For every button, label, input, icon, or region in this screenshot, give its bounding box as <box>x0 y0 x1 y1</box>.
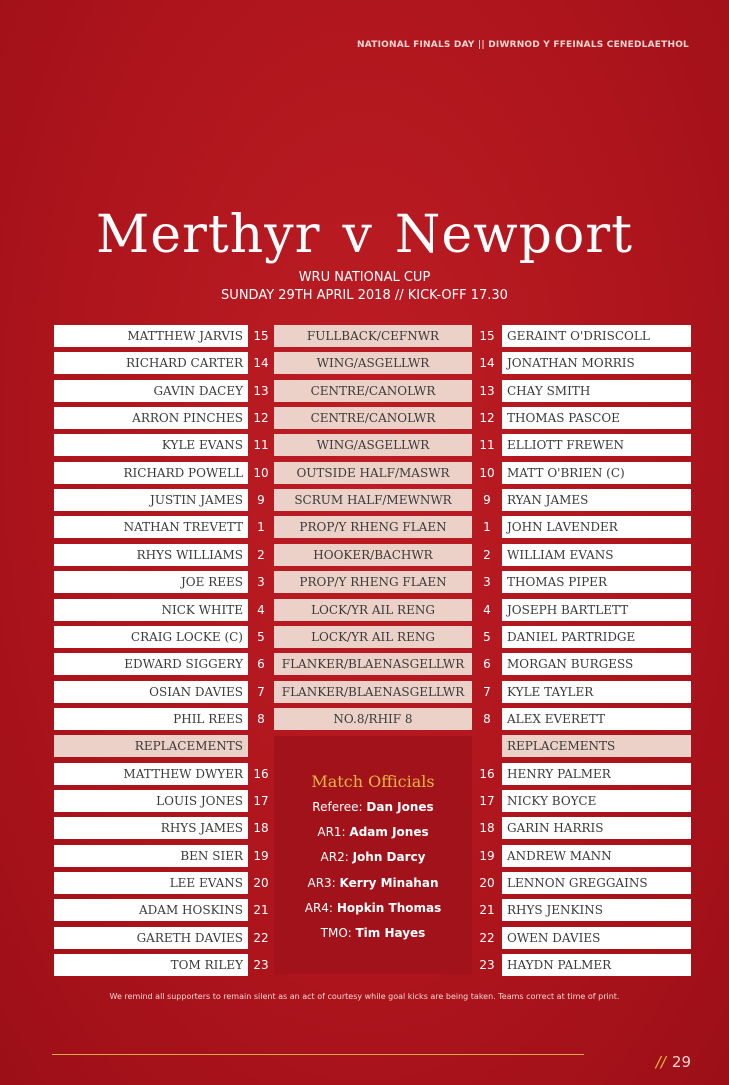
home-shirt-number: 18 <box>253 821 269 835</box>
lineup-row <box>54 544 691 566</box>
home-player-name: GAVIN DACEY <box>54 380 248 402</box>
home-player-name: LOUIS JONES <box>54 790 248 812</box>
official-role: AR2: <box>320 850 349 865</box>
home-shirt-number: 11 <box>253 438 269 452</box>
home-player-name: KYLE EVANS <box>54 434 248 456</box>
position-label: FLANKER/BLAENASGELLWR <box>274 653 472 675</box>
home-shirt-number: 14 <box>253 356 269 370</box>
away-player-name: ANDREW MANN <box>502 845 691 867</box>
away-shirt-number: 23 <box>479 958 495 972</box>
away-shirt-number: 22 <box>479 931 495 945</box>
away-shirt-number: 6 <box>483 657 491 671</box>
replacement-row <box>54 954 691 976</box>
home-shirt-number: 23 <box>253 958 269 972</box>
officials-title: Match Officials <box>311 772 435 791</box>
position-label: CENTRE/CANOLWR <box>274 407 472 429</box>
away-player-name: GARIN HARRIS <box>502 817 691 839</box>
home-player-name: TOM RILEY <box>54 954 248 976</box>
away-shirt-number: 13 <box>479 384 495 398</box>
home-shirt-number: 13 <box>253 384 269 398</box>
home-shirt-number: 2 <box>257 548 265 562</box>
away-shirt-number: 21 <box>479 903 495 917</box>
away-player-name: ALEX EVERETT <box>502 708 691 730</box>
official-role: AR3: <box>307 875 336 890</box>
home-player-name: LEE EVANS <box>54 872 248 894</box>
away-player-name: RHYS JENKINS <box>502 899 691 921</box>
lineup-row <box>54 516 691 538</box>
away-player-name: RYAN JAMES <box>502 489 691 511</box>
home-shirt-number: 17 <box>253 794 269 808</box>
away-shirt-number: 4 <box>483 603 491 617</box>
replacements-header-row <box>54 735 691 757</box>
position-label: WING/ASGELLWR <box>274 434 472 456</box>
away-shirt-number: 8 <box>483 712 491 726</box>
lineup-row <box>54 407 691 429</box>
away-player-name: MATT O'BRIEN (C) <box>502 462 691 484</box>
position-label: FLANKER/BLAENASGELLWR <box>274 681 472 703</box>
away-player-name: JOSEPH BARTLETT <box>502 599 691 621</box>
home-replacements-label: REPLACEMENTS <box>54 735 248 757</box>
away-player-name: THOMAS PIPER <box>502 571 691 593</box>
home-shirt-number: 1 <box>257 520 265 534</box>
home-player-name: CRAIG LOCKE (C) <box>54 626 248 648</box>
position-label: PROP/Y RHENG FLAEN <box>274 571 472 593</box>
match-title <box>0 205 729 265</box>
home-team-name: Merthyr <box>95 205 321 265</box>
lineup-row <box>54 626 691 648</box>
away-player-name: JOHN LAVENDER <box>502 516 691 538</box>
home-shirt-number: 15 <box>253 329 269 343</box>
away-shirt-number: 17 <box>479 794 495 808</box>
home-player-name: RICHARD POWELL <box>54 462 248 484</box>
away-shirt-number: 14 <box>479 356 495 370</box>
lineup-row <box>54 380 691 402</box>
official-name: Adam Jones <box>349 825 429 840</box>
away-player-name: DANIEL PARTRIDGE <box>502 626 691 648</box>
away-shirt-number: 19 <box>479 849 495 863</box>
away-player-name: GERAINT O'DRISCOLL <box>502 325 691 347</box>
home-player-name: MATTHEW JARVIS <box>54 325 248 347</box>
lineup-row <box>54 325 691 347</box>
away-replacements-label: REPLACEMENTS <box>502 735 691 757</box>
position-label: NO.8/RHIF 8 <box>274 708 472 730</box>
away-player-name: MORGAN BURGESS <box>502 653 691 675</box>
versus-label: v <box>342 205 373 265</box>
lineup-row <box>54 489 691 511</box>
away-player-name: CHAY SMITH <box>502 380 691 402</box>
away-shirt-number: 11 <box>479 438 495 452</box>
away-player-name: LENNON GREGGAINS <box>502 872 691 894</box>
home-shirt-number: 4 <box>257 603 265 617</box>
home-player-name: JUSTIN JAMES <box>54 489 248 511</box>
home-shirt-number: 9 <box>257 493 265 507</box>
home-player-name: RHYS JAMES <box>54 817 248 839</box>
official-line <box>274 876 472 890</box>
home-player-name: JOE REES <box>54 571 248 593</box>
away-shirt-number: 18 <box>479 821 495 835</box>
official-name: John Darcy <box>352 850 426 865</box>
away-player-name: JONATHAN MORRIS <box>502 352 691 374</box>
away-shirt-number: 1 <box>483 520 491 534</box>
away-player-name: NICKY BOYCE <box>502 790 691 812</box>
position-label: FULLBACK/CEFNWR <box>274 325 472 347</box>
away-shirt-number: 9 <box>483 493 491 507</box>
position-label: HOOKER/BACHWR <box>274 544 472 566</box>
home-player-name: EDWARD SIGGERY <box>54 653 248 675</box>
position-label: WING/ASGELLWR <box>274 352 472 374</box>
position-label: LOCK/YR AIL RENG <box>274 599 472 621</box>
home-player-name: NICK WHITE <box>54 599 248 621</box>
position-label: PROP/Y RHENG FLAEN <box>274 516 472 538</box>
home-shirt-number: 8 <box>257 712 265 726</box>
official-role: TMO: <box>320 926 352 940</box>
lineup-row <box>54 681 691 703</box>
home-player-name: RICHARD CARTER <box>54 352 248 374</box>
page-number <box>656 1053 691 1071</box>
home-player-name: OSIAN DAVIES <box>54 681 248 703</box>
lineup-row <box>54 434 691 456</box>
page-header: NATIONAL FINALS DAY || DIWRNOD Y FFEINALS CENEDLAETHOL <box>357 40 689 50</box>
lineup-row <box>54 653 691 675</box>
page-number-value: 29 <box>671 1053 691 1071</box>
home-shirt-number: 3 <box>257 575 265 589</box>
home-shirt-number: 19 <box>253 849 269 863</box>
home-shirt-number: 16 <box>253 767 269 781</box>
page-number-slash: // <box>655 1053 666 1071</box>
away-player-name: WILLIAM EVANS <box>502 544 691 566</box>
away-player-name: OWEN DAVIES <box>502 927 691 949</box>
away-shirt-number: 15 <box>479 329 495 343</box>
match-date-kickoff: SUNDAY 29TH APRIL 2018 // KICK-OFF 17.30 <box>221 288 508 303</box>
away-shirt-number: 3 <box>483 575 491 589</box>
position-label: CENTRE/CANOLWR <box>274 380 472 402</box>
official-line <box>274 926 472 940</box>
away-shirt-number: 16 <box>479 767 495 781</box>
home-player-name: PHIL REES <box>54 708 248 730</box>
footnote: We remind all supporters to remain silent as an act of courtesy while goal kicks are being taken. Teams correct at time of print. <box>109 992 620 1001</box>
official-name: Dan Jones <box>366 800 434 814</box>
position-label: SCRUM HALF/MEWNWR <box>274 489 472 511</box>
away-player-name: THOMAS PASCOE <box>502 407 691 429</box>
home-player-name: GARETH DAVIES <box>54 927 248 949</box>
official-line <box>274 825 472 839</box>
home-shirt-number: 22 <box>253 931 269 945</box>
competition-name: WRU NATIONAL CUP <box>298 270 431 285</box>
away-player-name: HAYDN PALMER <box>502 954 691 976</box>
home-shirt-number: 12 <box>253 411 269 425</box>
lineup-row <box>54 352 691 374</box>
away-player-name: KYLE TAYLER <box>502 681 691 703</box>
position-label: OUTSIDE HALF/MASWR <box>274 462 472 484</box>
official-role: AR1: <box>317 825 346 840</box>
home-shirt-number: 20 <box>253 876 269 890</box>
lineup-row <box>54 571 691 593</box>
away-player-name: ELLIOTT FREWEN <box>502 434 691 456</box>
official-line <box>274 800 472 814</box>
away-team-name: Newport <box>394 205 634 265</box>
lineup-row <box>54 708 691 730</box>
home-player-name: ARRON PINCHES <box>54 407 248 429</box>
home-shirt-number: 5 <box>257 630 265 644</box>
footer-divider <box>52 1054 584 1055</box>
away-shirt-number: 20 <box>479 876 495 890</box>
lineup-row <box>54 462 691 484</box>
official-role: Referee: <box>312 800 363 814</box>
position-label: LOCK/YR AIL RENG <box>274 626 472 648</box>
official-name: Tim Hayes <box>355 926 426 940</box>
official-name: Hopkin Thomas <box>336 900 442 915</box>
away-shirt-number: 7 <box>483 685 491 699</box>
away-shirt-number: 2 <box>483 548 491 562</box>
home-player-name: NATHAN TREVETT <box>54 516 248 538</box>
away-shirt-number: 10 <box>479 466 495 480</box>
official-role: AR4: <box>304 900 333 915</box>
away-shirt-number: 12 <box>479 411 495 425</box>
home-player-name: BEN SIER <box>54 845 248 867</box>
lineup-row <box>54 599 691 621</box>
official-line <box>274 901 472 915</box>
home-shirt-number: 21 <box>253 903 269 917</box>
away-shirt-number: 5 <box>483 630 491 644</box>
home-player-name: ADAM HOSKINS <box>54 899 248 921</box>
home-player-name: RHYS WILLIAMS <box>54 544 248 566</box>
home-shirt-number: 6 <box>257 657 265 671</box>
official-name: Kerry Minahan <box>339 875 439 890</box>
home-player-name: MATTHEW DWYER <box>54 763 248 785</box>
home-shirt-number: 10 <box>253 466 269 480</box>
official-line <box>274 850 472 864</box>
away-player-name: HENRY PALMER <box>502 763 691 785</box>
home-shirt-number: 7 <box>257 685 265 699</box>
